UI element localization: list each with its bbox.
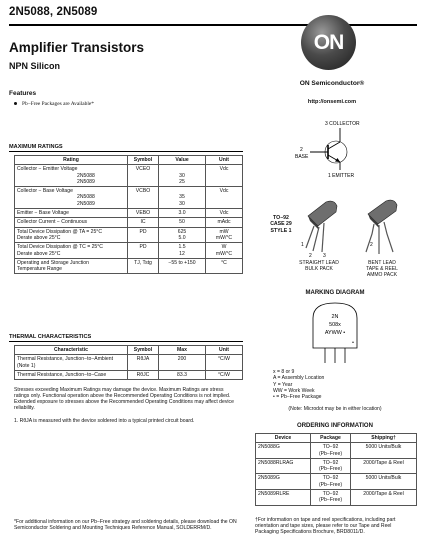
table-header-row: Characteristic Symbol Max Unit	[15, 346, 243, 355]
document-subtitle: NPN Silicon	[9, 61, 61, 71]
ordering-table	[255, 433, 417, 506]
package-type: TO−92 CASE 29 STYLE 1	[270, 215, 292, 234]
section-rule	[9, 151, 243, 152]
feature-item: Pb−Free Packages are Available*	[14, 101, 94, 107]
svg-text:2: 2	[370, 242, 373, 248]
bent-lead-label: BENT LEAD TAPE & REEL AMMO PACK	[366, 260, 398, 278]
table-header-row: Rating Symbol Value Unit	[15, 156, 243, 165]
table-row: 2N5088G TO−92 (Pb−Free) 5000 Units/Bulk	[256, 443, 417, 459]
table-row: Thermal Resistance, Junction−to−Case RθJC 83.3 °C/W	[15, 370, 243, 379]
document-title: Amplifier Transistors	[9, 40, 145, 55]
straight-lead-label: STRAIGHT LEAD BULK PACK	[299, 260, 339, 272]
microdot-note: (Note: Microdot may be in either location)	[288, 406, 382, 412]
website-link[interactable]: http://onsemi.com	[307, 99, 357, 105]
npn-schematic-diagram	[290, 118, 380, 180]
max-ratings-heading: MAXIMUM RATINGS	[9, 144, 63, 150]
max-ratings-table	[14, 155, 243, 274]
thermal-heading: THERMAL CHARACTERISTICS	[9, 334, 92, 340]
features-heading: Features	[9, 90, 37, 97]
table-row: Total Device Dissipation @ TA = 25°C Derate above 25°C PD 625 5.0 mW mW/°C	[15, 227, 243, 243]
table-row: Emitter − Base Voltage VEBO 3.0 Vdc	[15, 209, 243, 218]
table-row: Collector − Base Voltage 2N5088 2N5089 VCBO 35 30 Vdc	[15, 187, 243, 209]
table-header-row: Device Package Shipping†	[256, 434, 417, 443]
svg-text:3 COLLECTOR: 3 COLLECTOR	[325, 121, 360, 127]
table-row: Total Device Dissipation @ TC = 25°C Derate above 25°C PD 1.5 12 W mW/°C	[15, 243, 243, 259]
on-semiconductor-logo: ON	[301, 15, 356, 70]
brand-name: ON Semiconductor®	[299, 80, 365, 87]
svg-text:3: 3	[323, 253, 326, 258]
svg-text:2: 2	[300, 147, 303, 153]
footnote-1: 1. RθJA is measured with the device soldered into a typical printed circuit board.	[14, 418, 195, 424]
table-row: 2N5089G TO−92 (Pb−Free) 5000 Units/Bulk	[256, 474, 417, 490]
table-row: Thermal Resistance, Junction−to−Ambient (Note 1) RθJA 200 °C/W	[15, 355, 243, 371]
marking-diagram	[307, 300, 363, 366]
svg-text:2: 2	[309, 253, 312, 258]
pb-free-footnote: *For additional information on our Pb−Free strategy and soldering details, please download the ON Semiconductor Soldering and Mounting Techniques Reference Manual, SOLDERRM/D.	[14, 519, 237, 532]
part-numbers: 2N5088, 2N5089	[9, 6, 98, 18]
table-row: Collector Current − Continuous IC 50 mAdc	[15, 218, 243, 227]
header-rule	[9, 24, 417, 26]
svg-text:2N: 2N	[331, 314, 339, 320]
table-row: 2N5089RLRE TO−92 (Pb−Free) 2000/Tape & Reel	[256, 490, 417, 506]
table-row: 2N5088RLRAG TO−92 (Pb−Free) 2000/Tape & Reel	[256, 458, 417, 474]
svg-text:BASE: BASE	[295, 154, 309, 160]
svg-text:1: 1	[301, 242, 304, 248]
section-rule	[9, 341, 243, 342]
bent-lead-package-image	[360, 196, 410, 258]
thermal-table	[14, 345, 243, 380]
tape-reel-footnote: †For information on tape and reel specifications, including part orientation and tape sizes, please refer to our Tape and Reel Packaging Specifications Brochure, BRD8011/D.	[255, 517, 396, 536]
ordering-info-heading: ORDERING INFORMATION	[297, 423, 373, 429]
svg-text:AYWW •: AYWW •	[324, 330, 346, 336]
marking-legend: x = 8 or 9 A = Assembly Location Y = Year WW = Work Week • = Pb−Free Package	[273, 369, 325, 401]
table-row: Operating and Storage Junction Temperature Range TJ, Tstg −55 to +150 °C	[15, 258, 243, 274]
svg-text:508x: 508x	[329, 322, 341, 328]
straight-lead-package-image	[300, 196, 345, 258]
marking-diagram-heading: MARKING DIAGRAM	[305, 290, 365, 296]
bullet-icon	[14, 102, 17, 105]
svg-text:1 EMITTER: 1 EMITTER	[328, 173, 355, 179]
svg-text:•: •	[352, 340, 354, 346]
stress-note: Stresses exceeding Maximum Ratings may damage the device. Maximum Ratings are stress ratings only. Functional operation above the Recommended Operating Conditions is not implied. Extended exposure to stresses above the Recommended Operating Conditions may affect device reliability.	[14, 387, 234, 412]
table-row: Collector − Emitter Voltage 2N5088 2N5089 VCEO 30 25 Vdc	[15, 165, 243, 187]
